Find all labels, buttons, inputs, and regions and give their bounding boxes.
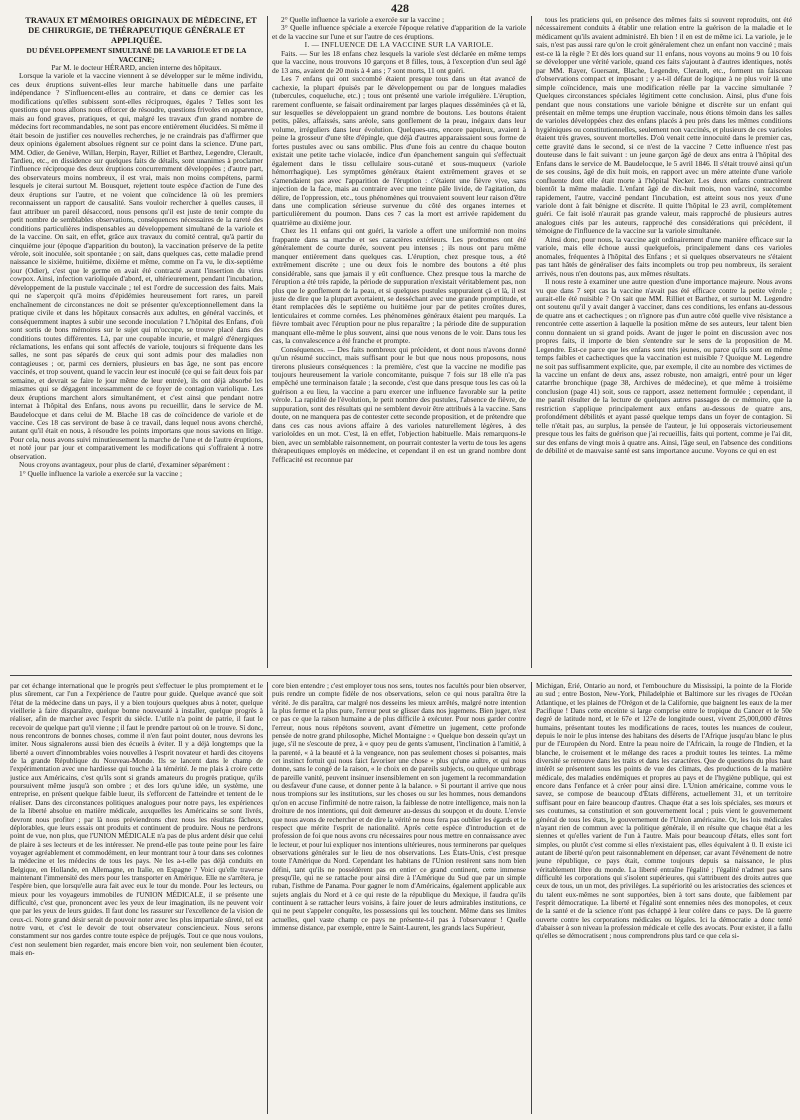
page-number: 428	[391, 1, 409, 15]
feuilleton-column-1	[10, 682, 263, 1114]
article-column-3	[536, 16, 792, 669]
section-heading: I. — INFLUENCE DE LA VACCINE SUR LA VARIOLE.	[304, 40, 494, 50]
article-column-2	[272, 16, 526, 668]
column-divider	[531, 682, 532, 1114]
paragraph: Michigan, Érié, Ontario au nord, et l'embouchure du Mississipi, la pointe de la Floride au sud ; entre Boston, New-York, Philadelphie et Baltimore sur les rivages de l'Océan Atlantique, et les plaines de l'Orégon et de la Californie, que baignent les eaux de la mer Pacifique ! Dans cette enceinte si large comprise entre le tropique du Cancer et le 50e degré de latitude nord, et le 67e et 127e de longitude ouest, vivent 25,000,000 d'êtres humains, présentant toutes les modifications de races, toutes les nuances de couleur, depuis le noir le plus intense des habitans des déserts de l'Afrique jusqu'au blanc le plus pur de l'Européen du Nord. Entre la peau noire de l'Africain, la rouge de l'Indien, et la blanche, le croisement et le mélange des races a produit toutes les teintes. La même diversité se retrouve dans les traits et dans les caractères. Que de questions du plus haut intérêt se présentent sous les points de vue des climats, des productions de la matière médicale, des maladies endémiques et propres au pays et de l'hygiène publique, qui est encore dans l'enfance et à créer pour ainsi dire. L'Union américaine, comme vous le savez, se compose de beaucoup d'États différens, actuellement 31, et un territoire suffisant pour en faire beaucoup d'autres. Chaque état a ses lois spéciales, ses mœurs et ses coutumes, sa constitution et son gouvernement local ; puis vient le gouvernement général de tous les états, le gouvernement de l'Union américaine. Or, les lois médicales n'ayant rien de commun avec la politique générale, il en résulte que chaque état a les siennes et qu'elles varient de l'un à l'autre. Mais pour beaucoup d'états, elles sont fort simples, ou plutôt c'est comme si elles n'existaient pas, elles équivalent à 0. Il existe ici autant de liberté qu'on peut raisonnablement en dépenser, car avant l'événement de notre jeune république, ce pays était, comme toujours depuis sa naissance, le plus véritablement libre du monde. La liberté entraîne l'égalité ; l'égalité n'admet pas sans difficulté les corporations qui s'isolent supérieures, qui s'attribuent des droits autres que ceux de tous, un un mot, des privilèges. La supériorité ou les aristocraties des sciences et du talent eux-mêmes ne sont supportées, bien à tort sans doute, que faiblement par l'esprit démocratique. La liberté et l'égalité sont ennemies nées des monopoles, et ceux de la santé et de la science n'ont pas échappé à leur colère dans ce pays. De là guerre ouverte contre les corporations médicales ou légales. Ici la démocratie a donc tenté d'abaisser à son niveau la profession médicale et celle des avocats. Pour exister, il a fallu qu'elles se démocratisent ; nous comprendrons plus tard ce que cela si-	[536, 682, 792, 941]
paragraph: tous les praticiens qui, en présence des mêmes faits si souvent reproduits, ont été nécessairement conduits à établir une relation entre la guérison de la maladie et le médicament qu'ils avaient administré. Eh bien ! il en est de même ici. La variole, je le sais, n'est pas aussi rare qu'on le croit généralement chez un enfant non vacciné ; mais est-ce là la règle ? Et dès lors quand sur 11 enfans, nous voyons au moins 9 ou 10 fois se développer une vérité variole, quand ces faits s'ajoutant à d'autres identiques, notés par MM. Rayer, Guersant, Blache, Legendre, Clerault, etc., forment un faisceau d'observations compact et imposant ; y a-t-il défaut de logique à ne plus voir là une simple coïncidence, mais une modification réelle par la vaccine simultanée ? Quelques circonstances spéciales légitiment cette conclusion. Ainsi, plus d'une fois pendant que nous constations une variole bénigne et discrète sur un enfant qui présentait en même temps une éruption vaccinale, nous étions témoin dans les salles de varioles développées chez des enfans placés à peu près dans les mêmes conditions hygiéniques ou constitutionnelles, seulement non vaccinés, et plusieurs de ces varioles étaient très graves, souvent mortelles. D'où venait cette innocuité dans le premier cas, cette gravité dans le second, si ce n'est de la vaccine ? Cette influence n'est pas douteuse dans le fait suivant : un jeune garçon âgé de deux ans entra à l'hôpital des Enfans dans le service de M. Baudelocque, le 5 avril 1846. Il s'était trouvé ainsi qu'un de ses cousins, âgé de dix huit mois, en rapport avec un mère atteinte d'une variole confluente dont elle était morte à l'hôpital Necker. Les deux enfans contractèrent bientôt la même maladie. L'enfant âgé de dix-huit mois, non vacciné, succombe rapidement, l'autre, vacciné pendant l'incubation, est atteint sous nos yeux d'une variole dont à fait bénigne et discrète. Il quitte l'hôpital le 23 avril, complètement guéri. Ce fait isolé n'aurait pas grande valeur, mais rapproché de plusieurs autres analogues cités par les auteurs, rapproché des considérations qui précèdent, il témoigne de l'influence de la vaccine sur la variole simultanée.	[536, 16, 792, 236]
paragraph: Nous croyons avantageux, pour plus de clarté, d'examiner séparément :	[19, 460, 230, 470]
column-divider	[267, 682, 268, 1114]
paragraph: Faits. — Sur les 18 enfans chez lesquels la variole s'est déclarée en même temps que la vaccine, nous trouvons 10 garçons et 8 filles, tous, à l'exception d'un seul âgé de 13 ans, avaient de 20 mois à 4 ans ; 7 sont morts, 11 ont guéri.	[272, 48, 526, 75]
feuilleton-divider	[10, 675, 792, 676]
paragraph: Ainsi donc, pour nous, la vaccine agit ordinairement d'une manière efficace sur la variole, mais elle échoue aussi quelquefois, principalement dans ces varioles anomales, fréquentes à l'hôpital des Enfans ; et si quelques observateurs ne s'étaient pas tant hâtés de généraliser des faits incomplets ou trop peu nombreux, ils seraient arrivés, nous n'en doutons pas, aux mêmes résultats.	[536, 234, 792, 278]
article-subtitle: DU DÉVELOPPEMENT SIMULTANÉ DE LA VARIOLE ET DE LA VACCINE;	[26, 46, 247, 64]
feuilleton-column-2	[272, 682, 526, 1114]
paragraph: core bien entendre ; c'est employer tous nos sens, toutes nos facultés pour bien observer, puis rendre un compte fidèle de nos observations, selon ce qui nous paraîtra être la vérité. Je dis paraîtra, car malgré nos desseins les mieux arrêtés, malgré notre intention la plus ferme et la plus pure, l'erreur peut se glisser dans nos jugemens. Bien juger, n'est ce pas ce que la raison humaine a de plus difficile à exécuter. Pour nous garder contre l'erreur, nous nous répétons souvent, avant d'émettre un jugement, cette profonde pensée de notre grand philosophe, Michel Montaigne : « Quelque bon dessein qu'ayt un juge, s'il ne s'escoute de prez, à « quoy peu de gents s'amusent, l'inclination à l'amitié, à la parenté, « à la beauté et à la vengeance, non pas seulement choses si poisantes, mais cet instinct fortuit qui nous faict favoriser une chose « plus qu'une aultre, et qui nous donne, sans le congé de la raison, « le choix en de pareils subjects, ou quelque umbrage de pareille vanité, peuvent insinuer insensiblement en son jugement la recommandation ou desfaveur d'une cause, et donner pente à la balance. » Si pourtant il arrive que nous nous trompions sur les institutions, sur les choses ou sur les hommes, nous demandons qu'on en accuse l'infirmité de notre raison, la faiblesse de notre intelligence, mais non la droiture de nos intentions, qui doit demeurer au-dessus du soupçon et du doute. L'envie que nous avons de rechercher et de dire la vérité ne nous fera pas oublier les égards et le respect que mérite l'esprit de nationalité. Après cette espèce d'introduction et de profession de foi que nous avons cru nécessaires pour nous mettre en connaissance avec le lecteur, et pour lui expliquer nos intentions ultérieures, nous terminerons par quelques observations générales sur le lieu de nos observations. Les États-Unis, c'est presque toute l'Amérique du Nord. Cependant les habitans de l'Union restèrent sans nom bien défini, tant qu'ils ne possédèrent pas en entier ce grand continent, cette immense presqu'île, qui ne se rattache pour ainsi dire à l'Amérique du Sud que par un simple ruban, l'isthme de Panama. Pour gagner le nom d'Américains, également applicable aux sujets anglais du Nord et à ce qui reste de la république du Mexique, il faudra qu'ils continuent à se rattacher leurs voisins, à faire jouer de leurs admirables institutions, ce qui ne peut s'appeler conquête, les possessions qui les touchent. Même dans ses limites actuelles, quel vaste champ ce pays ne présente-t-il pas à l'observateur ! Quelle immense distance, par exemple, entre le Saint-Laurent, les grands lacs Supérieur,	[272, 682, 526, 932]
article-title: TRAVAUX ET MÉMOIRES ORIGINAUX DE MÉDECINE, ET DE CHIRURGIE, DE THÉRAPEUTIQUE GÉNÉRALE ET APPLIQUÉE.	[25, 16, 257, 45]
column-divider	[531, 16, 532, 668]
paragraph: Lorsque la variole et la vaccine viennent à se développer sur le même individu, ces deux éruptions suivent-elles leur marche habituelle dans une parfaite indépendance ? S'influencent-elles au contraire, et dans ce dernier cas les modifications qu'elles subissent sont-elles réciproques, égales ? Telles sont les questions que nous allons nous efforcer de résoudre, questions frivoles en apparence, mais au fond graves, pratiques, et qui, malgré les travaux d'un grand nombre de médecins fort recommandables, ne sont pas encore entièrement élucidées. Si même il était besoin de justifier ces nouvelles recherches, je ne craindrais pas d'affirmer que deux opinions également absolues règnent sur ce point dans la science. D'une part, MM. Odier, de Genève, Willan, Herpin, Rayer, Rilliet et Barthez, Legendre, Clerault, Tardieu, etc., en dissidence sur quelques faits de détails, sont unanimes à proclamer l'influence réciproque des deux éruptions concurremment développées ; d'autre part, des observateurs moins nombreux, il est vrai, mais non moins compétens, parmi lesquels je citerai surtout M. Bousquet, rejettent toute espèce d'action de l'une des deux éruptions sur l'autre, et ne voient que coïncidence là où les premiers reconnaissent un rapport de causalité. Sans vouloir rechercher à quelles causes, il faut attribuer un pareil désaccord, nous pensons qu'il est juste de tenir compte du petit nombre de semblables observations, conséquences nécessaires de la rareté des conditions particulières indispensables au développement simultané de la variole et de la vaccine. On sait, en effet, grâce aux travaux du comité central, qu'à partir du cinquième jour (époque d'apparition du bouton), la vaccination préserve de la petite vérole, soit inoculée, soit spontanée ; on sait, dans quelques cas, cette maladie prend naissance le sixième, huitième, dixième et même, comme on l'a vu, le dix-septième jour (Odier), c'est que le germe en avait été contracté avant l'insertion du virus cowpox. Ainsi, infection varioliquée d'abord, et, ultérieurement, pendant l'incubation, développement de la pustule vaccinale ; tel est l'ordre de succession des faits. Mais qui ne s'aperçoit qu'à moins d'épidémies heureusement fort rares, un pareil enchaînement de circonstances ne doit se présenter qu'exceptionnellement dans la pratique civile et dans les hôpitaux consacrés aux adultes, en général vaccinés, et conséquemment inaptes à subir une seconde inoculation ? L'hôpital des Enfans, d'où sont sortis de bons mémoires sur le sujet qui m'occupe, se trouve placé dans des conditions toutes différentes. Là, par une coupable incurie, et malgré d'énergiques réclamations, les enfans qui sont affectés de variole, toujours si fréquente dans les salles, ne sont pas séparés de ceux qui sont admis pour des maladies non contagieuses ; or, parmi ces derniers, plusieurs en bas âge, ne sont pas encore vaccinés, et trop souvent, quand le vaccin leur est inoculé (ce qui se fait deux fois par semaine, et devrait se faire le jour même de leur entrée), ils ont déjà absorbé les miasmes qui se dégagent incessamment de ce foyer de contagion variolique. Les deux éruptions marchent alors simultanément, et c'est ainsi que pendant notre internat à l'hôpital des Enfans, nous avons pu recueillir, dans le service de M. Baudelocque et dans celui de M. Blache 18 cas de coïncidence de variole et de vaccine. Ces 18 cas serviront de base à ce travail, dans lequel nous avons cherché, autant qu'il était en nous, à résoudre les points importans que nous savions en litige. Pour cela, nous avons suivi minutieusement la marche de l'une et de l'autre éruptions, et noté jour par jour et comparativement les modifications qui s'offraient à notre observation.	[10, 71, 263, 461]
paragraph: 2° Quelle influence la variole a exercée sur la vaccine ;	[281, 16, 444, 24]
feuilleton-column-3	[536, 682, 792, 1114]
article-byline: Par M. le docteur HÉRARD, ancien interne des hôpitaux.	[51, 63, 222, 72]
paragraph: 3° Quelle influence spéciale a exercée l'époque relative d'apparition de la variole et de la vaccine sur l'une et sur l'autre de ces éruptions.	[272, 23, 526, 41]
article-column-1	[10, 16, 263, 669]
paragraph: Conséquences. — Des faits nombreux qui précèdent, et dont nous n'avons donné qu'un résumé succinct, mais suffisant pour le but que nous nous proposons, nous tirerons plusieurs conséquences : la première, c'est que la vaccine ne modifie pas toujours heureusement la variole concomitante, puisque 7 fois sur 18 elle n'a pas empêché une terminaison fatale ; la seconde, c'est que dans presque tous les cas où la guérison a eu lieu, la vaccine a paru exercer une influence favorable sur la petite vérole. La rapidité de l'évolution, le petit nombre des pustules, l'absence de fièvre, de suppuration, sont des résultats qui ne semblent devoir être attribués à la vaccine. Sans doute, on ne manquera pas de contester cette seconde proposition, et de prétendre que dans ces cas nous avions affaire à des varioles naturellement légères, à des varioloïdes en un mot. C'est, là en effet, l'objection habituelle. Mais remarquons-le bien, avec un semblable raisonnement, on pourrait contester la vertu de tous les agens thérapeutiques employés en médecine, et cependant il en est un grand nombre dont l'efficacité est reconnue par	[272, 344, 526, 464]
paragraph: Chez les 11 enfans qui ont guéri, la variole a offert une uniformité non moins frappante dans sa marche et ses caractères extérieurs. Les prodromes ont été généralement de courte durée, souvent peu intenses ; ils nous ont paru même manquer entièrement dans quelques cas. L'éruption, chez presque tous, a été extrêmement discrète ; une ou deux fois le nombre des boutons a été plus considérable, sans que jamais il y eût confluence. Chez presque tous la marche de l'éruption a été très rapide, la période de suppuration n'existait véritablement pas, non plus que le gonflement de la peau, et si quelques pustules suppuraient çà et là, il est juste de dire que la plupart avortaient, se desséchant avec une grande promptitude, et étant remplacées dès le septième ou huitième jour par de petites croûtes dures, lenticulaires et comme cornées. Les phénomènes généraux étaient peu marqués. La fièvre tombait avec l'éruption pour ne plus reparaître ; la période dite de suppuration manquant elle-même le plus souvent, ainsi que nous venons de le voir. Dans tous les cas, la convalescence a été franche et prompte.	[272, 226, 526, 346]
paragraph: Il nous reste à examiner une autre question d'une importance majeure. Nous avons vu que dans 7 sept cas la vaccine n'avait pas été efficace contre la petite vérole ; aurait-elle été nuisible ? On sait que MM. Rilliet et Barthez, et surtout M. Legendre ont soutenu qu'il y avait danger à vacciner, dans ces conditions, les enfans au-dessous de quatre ans et cachectiques ; on n'ignore pas d'un autre côté quelle vive résistance a rencontrée cette assertion à laquelle la position même de ses auteurs, leur talent bien connu donnaient un si grand poids. Avant de juger le point en discussion avec nos propres faits, il importe de bien s'entendre sur le sens de la proposition de M. Legendre. Est-ce parce que les enfans sont très jeunes, ou parce qu'ils sont en même temps faibles et cachectiques que la vaccination est nuisible ? Quoique M. Legendre ne soit pas suffisamment explicite, que, par exemple, il cite au nombre des victimes de la vaccine un enfant de deux ans, assez robuste, non amaigri, entré pour un léger catarrhe bronchique (page 38, Archives de médecine), et que même à troisième conclusion (page 41) soit, sous ce rapport, assez nettement formulée ; cependant, il me paraît résulter de la lecture de quelques autres passages de ce mémoire, que la restriction s'applique principalement aux enfans au-dessous de quatre ans, profondément débilités et ayant passé quelque temps dans un foyer de contagion. Si telle n'était pas, au surplus, la pensée de l'auteur, je lui opposerais victorieusement presque tous les faits de guérison que j'ai recueillis, faits qui portent, comme je l'ai dit, sur des enfans de vingt mois à quatre ans. Ainsi, l'âge seul, en l'absence des conditions de débilité et de mauvaise santé est sans importance aucune. Voyons ce qui en est	[536, 277, 792, 456]
paragraph: 1° Quelle influence la variole a exercée sur la vaccine ;	[19, 468, 182, 478]
paragraph: Les 7 enfans qui ont succombé étaient presque tous dans un état avancé de cachexie, la plupart épuisés par le développement ou par de longues maladies (tubercules, coqueluche, etc.) ; tous ont présenté une variole irrégulière. L'éruption, rarement confluente, se faisait ordinairement par larges plaques disséminées çà et là, sur lesquelles se développaient un grand nombre de boutons. Les boutons étaient petits, pâles, affaissés, sans aréole, sans gonflement de la peau, inégaux dans leur volume, irréguliers dans leur évolution. Quelques-uns, encore papuleux, avaient à peine la grosseur d'une tête d'épingle, que déjà d'autres apparaissaient sous forme de fortes pustules avec ou sans ombilic. Plus d'une fois au centre du chaque bouton existait une petite tache violacée, indice d'un épanchement sanguin qui s'effectuait également dans le tissu cellulaire sous-cutané et sous-muqueux (variole hémorrhagique). Les symptômes généraux étaient extrêmement graves et se s'amendaient pas avec l'apparition de l'éruption : c'étaient une fièvre vive, sans injection de la face, mais au contraire avec une teinte pâle livide, de l'agitation, du délire, de l'oppression, etc., tous phénomènes qui trouvaient souvent leur raison d'être dans une complication sérieuse survenue du côté des organes internes et particulièrement du poumon. Dans ces 7 cas la mort est arrivée rapidement du quatrième au dixième jour.	[272, 74, 526, 227]
column-divider	[267, 16, 268, 668]
paragraph: par cet échange international que le progrès peut s'effectuer le plus promptement et le plus sûrement, car l'un a l'expérience de l'autre pour guide. Quelque avancé que soit l'état de la médecine dans un pays, il y a bien toujours quelques abus à noter, quelque vieillerie à faire disparaître, quelque bonne nouveauté à installer, quelque progrès à réaliser, afin de marcher avec l'esprit du siècle. L'utile n'a point de patrie, il faut le recevoir de quelque part qu'il vienne ; il faut le prendre partout où on le trouve. Si donc, nous rencontrons de bonnes choses, comme il n'en faut point douter, nous devrons les imiter. Nous signalerons aussi bien des écueils à éviter. Il y a déjà longtemps que la liberté a ouvert d'innombrables voies nouvelles à l'esprit novateur et hardi des citoyens de la grande République du Nouveau-Monde. Ils se lancent dans le champ de l'expérimentation avec une hardiesse qui touche à la témérité. Je me plais à croire cette justice aux Américains, c'est qu'ils sont si grands amateurs du progrès pratique, qu'ils poursuivent même jusqu'à son ombre ; et des lors qu'une idée, un système, une entreprise, en présent quelque faible lueur, ils s'efforcent de l'atteindre et tentent de le réaliser. Dans des circonstances politiques analogues pour notre pays, les expériences de la liberté absolue en matière médicale, auxquelles les Américains se sont livrés, devront nous profiter ; par là nous préviendrons chez nous les résultats fâcheux, déplorables, que leurs essais ont produits et continuent de produire. Nous ne perdrons point de vue, non plus, que l'UNION MÉDICALE n'a pas de plus ardent désir que celui de plaire à ses lecteurs et de les intéresser. Ne prend-elle pas toute peine pour les faire voyager agréablement et commodément, en leur montrant tour à tour dans ses colonnes la médecine et les médecins de tous les pays. Ne les a-t-elle pas déjà conduits en Belgique, en Hollande, en Allemagne, en Italie, en Espagne ? Voici qu'elle traverse maintenant l'immensité des mers pour les transporter en Amérique. Elle ne s'arrêtera, je l'espère bien, que lorsqu'elle aura fait avec eux le tour du monde. Pour les lecteurs, ou mieux pour les voyageurs immobiles de l'UNION MÉDICALE, il se présente une difficulté, c'est que, prononcent avec les yeux de leur imagination, ils ne peuvent voir que par les yeux de leurs guides. Il faut donc les rassurer sur l'excellence de la vision de ceux-ci. Notre grand désir serait de pouvoir noter avec les plus impartiale sûreté, tel est notre vœu, et c'est le devoir de tout observateur consciencieux. Nous serons constamment sur nos gardes contre toute espèce de préjugés. Tout ce que nous voulons, c'est non seulement bien regarder, mais encore bien voir, non seulement bien écouter, mais en-	[10, 682, 263, 957]
